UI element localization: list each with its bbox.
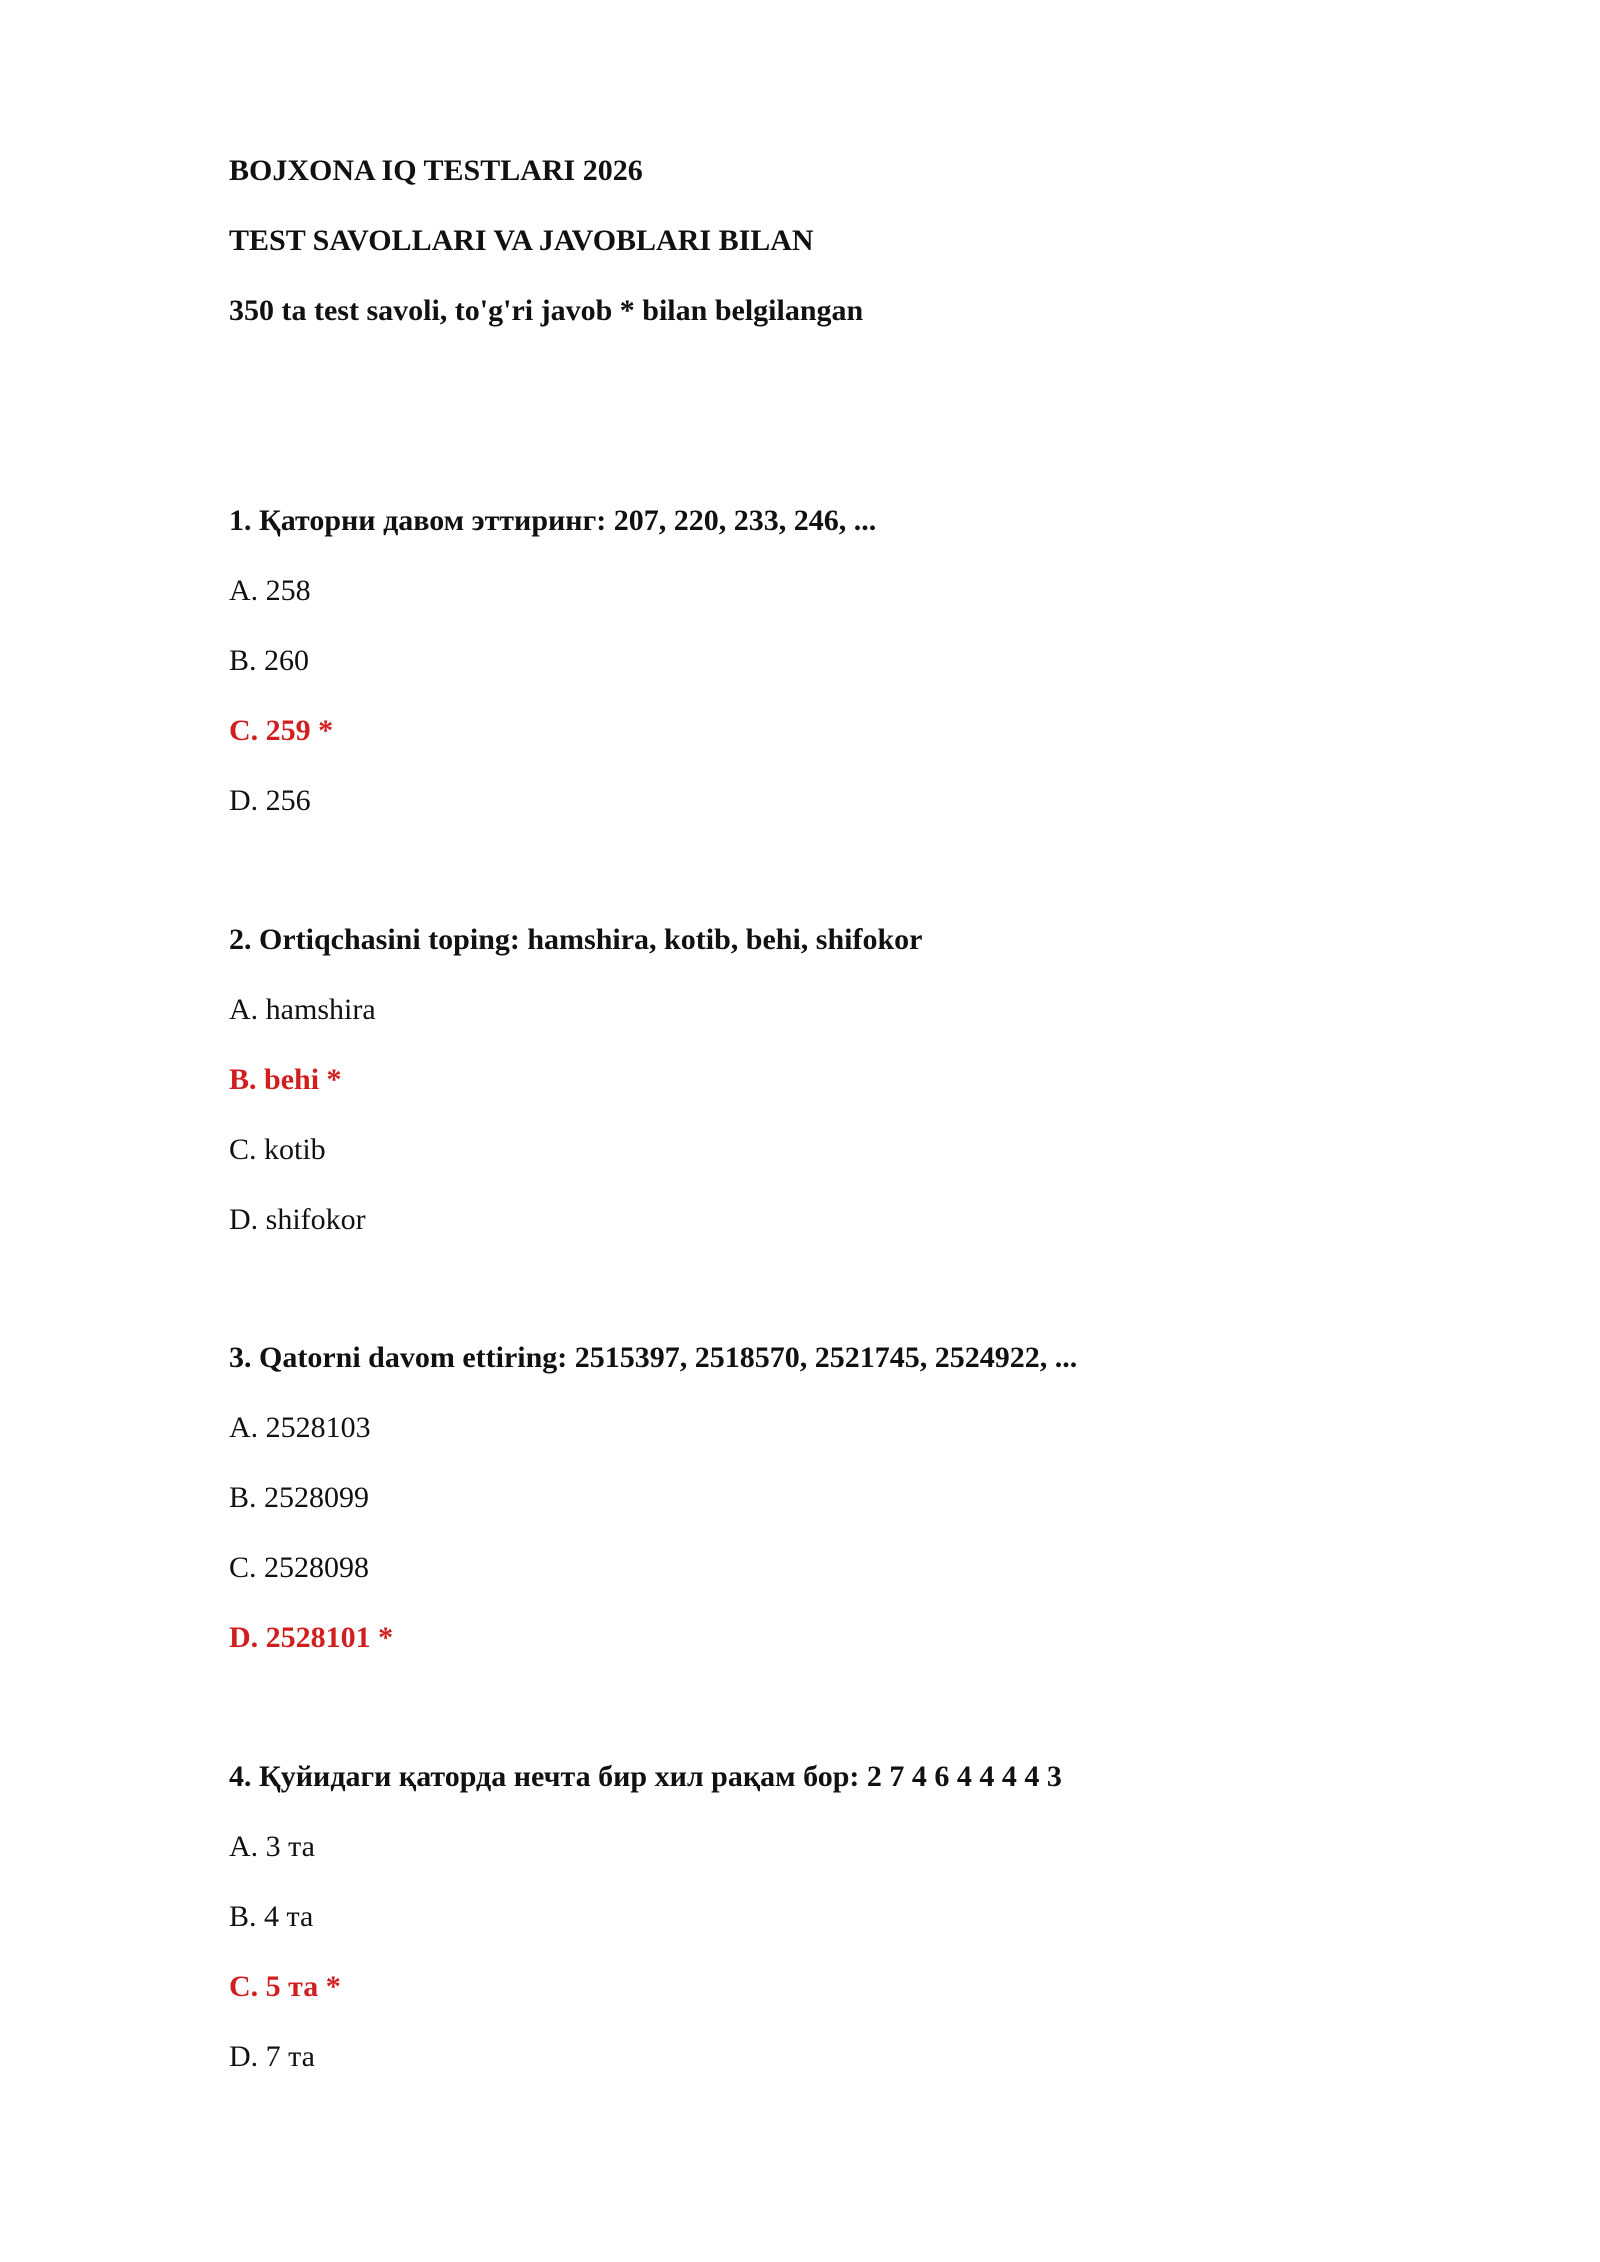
question-4-text: 4. Қуйидаги қаторда нечта бир хил рақам бор: 2 7 4 6 4 4 4 4 3 [229, 1760, 1062, 1793]
question-1-option-d: D. 256 [229, 784, 311, 817]
document-note: 350 ta test savoli, to'g'ri javob * bilan belgilangan [229, 294, 864, 327]
question-3-option-b: B. 2528099 [229, 1481, 370, 1514]
question-1-text: 1. Қаторни давом эттиринг: 207, 220, 233, 246, ... [229, 504, 877, 537]
question-2-option-a: A. hamshira [229, 993, 376, 1026]
question-3-option-a: A. 2528103 [229, 1411, 371, 1444]
document-subtitle: TEST SAVOLLARI VA JAVOBLARI BILAN [229, 224, 814, 257]
question-1-option-b: B. 260 [229, 644, 310, 677]
question-3-option-d-correct: D. 2528101 * [229, 1621, 394, 1654]
question-4-option-a: A. 3 та [229, 1830, 315, 1863]
question-2-option-b-correct: B. behi * [229, 1063, 342, 1096]
question-4-option-b: B. 4 та [229, 1900, 314, 1933]
question-2-option-d: D. shifokor [229, 1203, 366, 1236]
question-2-text: 2. Ortiqchasini toping: hamshira, kotib, behi, shifokor [229, 923, 923, 956]
document-title: BOJXONA IQ TESTLARI 2026 [229, 154, 643, 187]
question-2-option-c: C. kotib [229, 1133, 326, 1166]
question-4-option-c-correct: C. 5 та * [229, 1970, 341, 2003]
question-1-option-c-correct: C. 259 * [229, 714, 334, 747]
question-1-option-a: A. 258 [229, 574, 311, 607]
question-4-option-d: D. 7 та [229, 2040, 315, 2073]
question-3-option-c: C. 2528098 [229, 1551, 370, 1584]
question-3-text: 3. Qatorni davom ettiring: 2515397, 2518570, 2521745, 2524922, ... [229, 1341, 1078, 1374]
